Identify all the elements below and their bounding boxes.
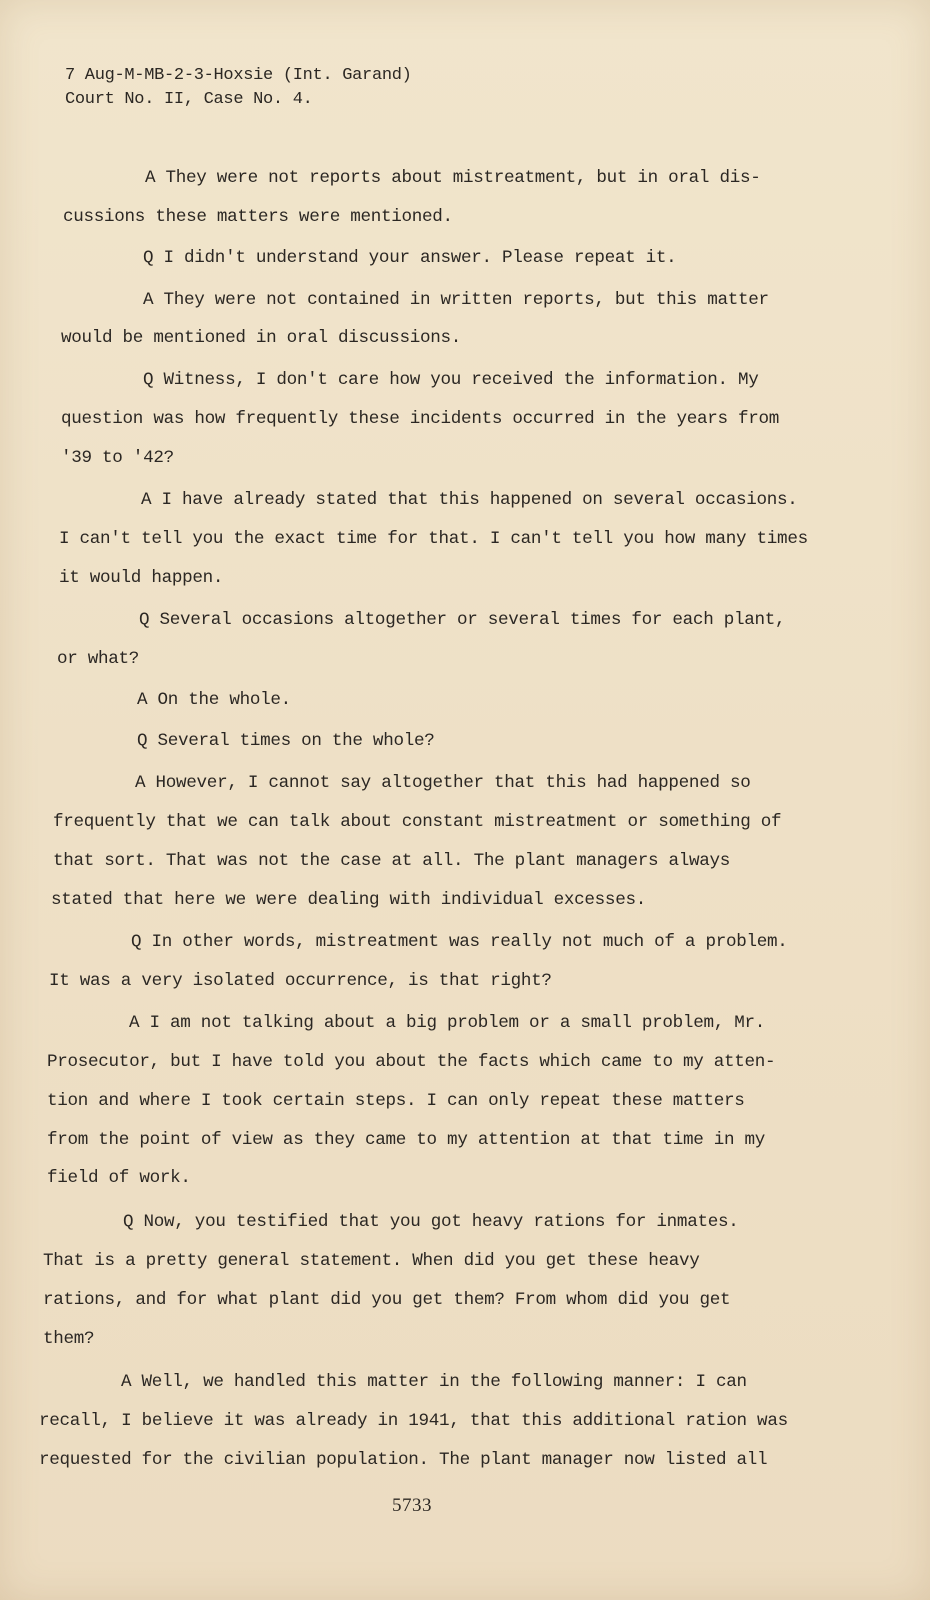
transcript-line: it would happen. bbox=[59, 568, 224, 588]
transcript-line: question was how frequently these incidents occurred in the years from bbox=[61, 409, 780, 429]
transcript-line: Q In other words, mistreatment was really not much of a problem. bbox=[131, 932, 788, 952]
transcript-line: A They were not reports about mistreatment, but in oral dis- bbox=[145, 168, 761, 188]
transcript-line: from the point of view as they came to my attention at that time in my bbox=[47, 1130, 766, 1150]
transcript-line: tion and where I took certain steps. I can only repeat these matters bbox=[47, 1091, 745, 1111]
transcript-line: requested for the civilian population. The plant manager now listed all bbox=[39, 1450, 768, 1470]
transcript-line: recall, I believe it was already in 1941, that this additional ration was bbox=[39, 1411, 788, 1431]
transcript-line: frequently that we can talk about constant mistreatment or something of bbox=[53, 812, 782, 832]
transcript-line: Prosecutor, but I have told you about the facts which came to my atten- bbox=[47, 1052, 776, 1072]
transcript-line: rations, and for what plant did you get them? From whom did you get bbox=[43, 1290, 731, 1310]
transcript-line: Q Several occasions altogether or several times for each plant, bbox=[139, 610, 786, 630]
transcript-line: I can't tell you the exact time for that. I can't tell you how many times bbox=[59, 529, 808, 549]
transcript-line: A On the whole. bbox=[137, 690, 291, 710]
transcript-line: A I have already stated that this happened on several occasions. bbox=[141, 490, 798, 510]
transcript-line: '39 to '42? bbox=[61, 448, 174, 468]
case-reference-line: 7 Aug-M-MB-2-3-Hoxsie (Int. Garand) bbox=[65, 66, 412, 85]
transcript-line: stated that here we were dealing with individual excesses. bbox=[51, 890, 646, 910]
transcript-line: Q Several times on the whole? bbox=[137, 731, 435, 751]
transcript-line: cussions these matters were mentioned. bbox=[63, 207, 453, 227]
transcript-line: them? bbox=[43, 1329, 95, 1349]
transcript-line: would be mentioned in oral discussions. bbox=[61, 328, 462, 348]
transcript-line: that sort. That was not the case at all. The plant managers always bbox=[53, 851, 731, 871]
transcript-line: Q Witness, I don't care how you received the information. My bbox=[143, 370, 759, 390]
transcript-line: A Well, we handled this matter in the following manner: I can bbox=[121, 1372, 747, 1392]
transcript-line: A They were not contained in written reports, but this matter bbox=[143, 290, 769, 310]
page-number: 5733 bbox=[392, 1495, 432, 1516]
transcript-line: It was a very isolated occurrence, is that right? bbox=[49, 971, 552, 991]
transcript-line: A I am not talking about a big problem or a small problem, Mr. bbox=[129, 1013, 765, 1033]
transcript-line: or what? bbox=[57, 649, 140, 669]
transcript-line: field of work. bbox=[47, 1168, 191, 1188]
transcript-line: That is a pretty general statement. When did you get these heavy bbox=[43, 1251, 700, 1271]
transcript-line: Q I didn't understand your answer. Please repeat it. bbox=[143, 248, 677, 268]
transcript-line: A However, I cannot say altogether that this had happened so bbox=[135, 773, 751, 793]
court-case-line: Court No. II, Case No. 4. bbox=[65, 90, 313, 109]
transcript-line: Q Now, you testified that you got heavy rations for inmates. bbox=[123, 1212, 739, 1232]
